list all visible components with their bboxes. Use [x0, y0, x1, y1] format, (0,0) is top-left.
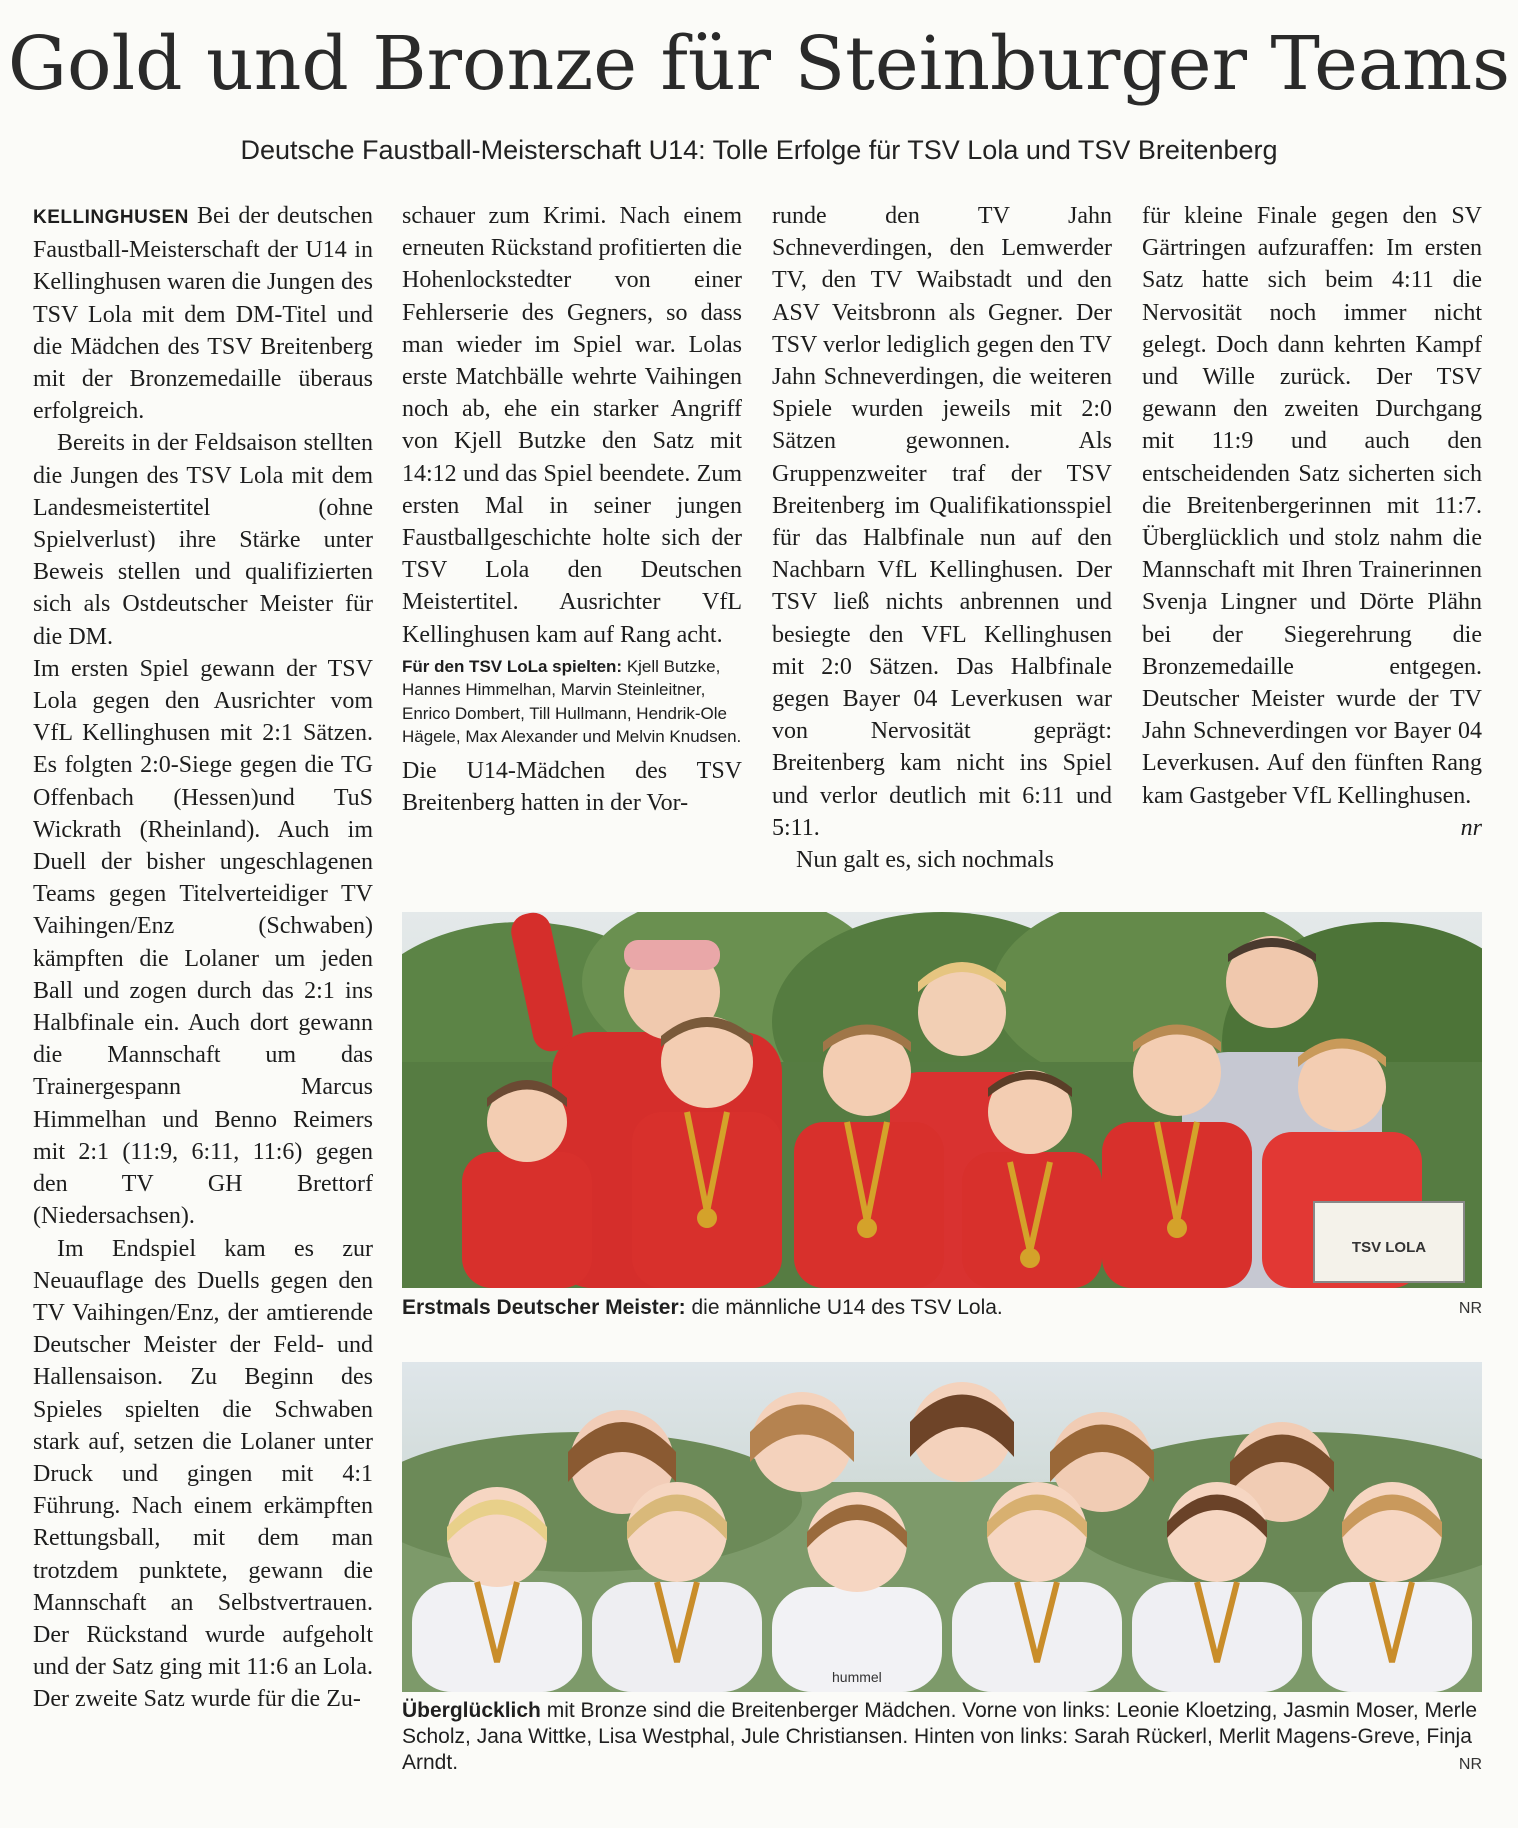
photo-caption-boys: [402, 1295, 1482, 1321]
team-sign-text: TSV LOLA: [1351, 1239, 1427, 1256]
article-column-3: [772, 200, 1112, 876]
jersey-brand-text: hummel: [832, 1669, 882, 1685]
paragraph: [1142, 200, 1482, 841]
player-list: [402, 655, 742, 749]
paragraph: runde den TV Jahn Schneverdingen, den Lemwerder TV, den TV Waibstadt und den ASV Veitsbronn als Gegner. Der TSV verlor lediglich gegen den TV Jahn Schneverdingen, die weiteren Spiele wurden jeweils mit 2:0 Sätzen gewonnen. Als Gruppenzweiter traf der TSV Breitenberg im Qualifikationsspiel für das Halbfinale nun auf den Nachbarn VfL Kellinghusen. Der TSV ließ nichts anbrennen und besiegte den VFL Kellinghusen mit 2:0 Sätzen. Das Halbfinale gegen Bayer 04 Leverkusen war von Nervosität geprägt: Breitenberg kam nicht ins Spiel und verlor deutlich mit 6:11 und 5:11.: [772, 203, 1112, 841]
paragraph: Die U14-Mädchen des TSV Breitenberg hatten in der Vor-: [402, 757, 742, 817]
photo-boys-team: [402, 912, 1482, 1288]
article-column-2: [402, 200, 742, 819]
caption-lead: Erstmals Deutscher Meister:: [402, 1296, 686, 1319]
paragraph-text: für kleine Finale gegen den SV Gärtringen aufzuraffen: Im ersten Satz hatte sich beim 4:11 die Nervosität noch immer nicht gelegt. Doch dann kehrten Kampf und Wille zurück. Der TSV gewann den zweiten Durchgang mit 11:9 und auch den entscheidenden Satz sicherten sich die Breitenbergerinnen mit 11:7. Überglücklich und stolz nahm die Mannschaft mit Ihren Trainerinnen Svenja Lingner und Dörte Plähn bei der Siegerehrung die Bronzemedaille entgegen. Deutscher Meister wurde der TV Jahn Schneverdingen vor Bayer 04 Leverkusen. Auf den fünften Rang kam Gastgeber VfL Kellinghusen.: [1142, 203, 1482, 809]
article-column-4: [1142, 200, 1482, 844]
player-list-label: Für den TSV LoLa spielten:: [402, 656, 623, 676]
headline: Gold und Bronze für Steinburger Teams: [7, 21, 1511, 107]
paragraph: Bereits in der Feldsaison stellten die Jungen des TSV Lola mit dem Landesmeistertitel (ohne Spielverlust) ihre Stärke unter Beweis stellen und qualifizierten sich als Ostdeutscher Meister für die DM.: [33, 430, 373, 650]
paragraph: Im Endspiel kam es zur Neuauflage des Duells gegen den TV Vaihingen/Enz, der amtierende Deutscher Meister der Feld- und Hallensaison. Zu Beginn des Spieles spielten die Schwaben stark auf, setzen die Lolaner unter Druck und gingen mit 4:1 Führung. Nach einem erkämpften Rettungsball, mit dem man trotzdem punktete, gewann die Mannschaft an Selbstvertrauen. Der Rückstand wurde aufgeholt und der Satz ging mit 11:6 an Lola. Der zweite Satz wurde für die Zu-: [33, 1235, 373, 1713]
article-column-1: [33, 200, 373, 1716]
photo-credit: NR: [1458, 1756, 1482, 1773]
paragraph: Nun galt es, sich nochmals: [796, 847, 1054, 874]
photo-boys-team-image: [402, 912, 1482, 1288]
photo-girls-team: [402, 1362, 1482, 1692]
subheadline: Deutsche Faustball-Meisterschaft U14: Tolle Erfolge für TSV Lola und TSV Breitenberg: [240, 135, 1278, 165]
author-signature: nr: [1460, 814, 1482, 841]
paragraph: [33, 200, 373, 427]
photo-credit: NR: [1458, 1300, 1482, 1317]
caption-text: mit Bronze sind die Breitenberger Mädchen. Vorne von links: Leonie Kloetzing, Jasmin Moser, Merle Scholz, Jana Wittke, Lisa Westphal, Jule Christiansen. Hinten von links: Sarah Rückerl, Merlit Magens-Greve, Finja Arndt.: [402, 1699, 1478, 1774]
dateline: KELLINGHUSEN: [33, 207, 189, 228]
paragraph: Im ersten Spiel gewann der TSV Lola gegen den Ausrichter vom VfL Kellinghusen mit 2:1 Sätzen. Es folgten 2:0-Siege gegen die TG Offenbach (Hessen)und TuS Wickrath (Rheinland). Auch im Duell der bisher ungeschlagenen Teams gegen Titelverteidiger TV Vaihingen/Enz (Schwaben) kämpften die Lolaner um jeden Ball und zogen durch das 2:1 ins Halbfinale ein. Auch dort gewann die Mannschaft um das Trainergespann Marcus Himmelhan und Benno Reimers mit 2:1 (11:9, 6:11, 11:6) gegen den TV GH Brettorf (Niedersachsen).: [33, 655, 373, 1230]
photo-caption-girls: [402, 1698, 1482, 1776]
player-list-names: Kjell Butzke, Hannes Himmelhan, Marvin Steinleitner, Enrico Dombert, Till Hullmann, Hendrik-Ole Hägele, Max Alexander und Melvin Knudsen.: [402, 656, 742, 747]
paragraph: schauer zum Krimi. Nach einem erneuten Rückstand profitierten die Hohenlockstedter von einer Fehlerserie des Gegners, so dass man wieder im Spiel war. Lolas erste Matchbälle wehrte Vaihingen noch ab, ehe ein starker Angriff von Kjell Butzke den Satz mit 14:12 und das Spiel beendete. Zum ersten Mal in seiner jungen Faustballgeschichte holte sich der TSV Lola den Deutschen Meistertitel. Ausrichter VfL Kellinghusen kam auf Rang acht.: [402, 203, 742, 648]
caption-lead: Überglücklich: [402, 1699, 541, 1722]
paragraph-text: Bei der deutschen Faustball-Meisterschaft der U14 in Kellinghusen waren die Jungen des TSV Lola mit dem DM-Titel und die Mädchen des TSV Breitenberg mit der Bronzemedaille überaus erfolgreich.: [33, 203, 374, 425]
caption-text: die männliche U14 des TSV Lola.: [691, 1296, 1003, 1319]
photo-girls-team-image: [402, 1362, 1482, 1692]
